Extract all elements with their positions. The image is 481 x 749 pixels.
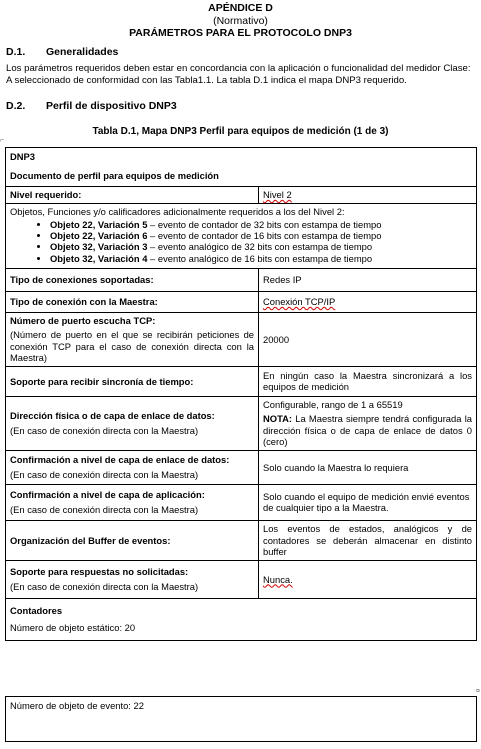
address-nota bbox=[263, 413, 472, 448]
object-desc: – evento de contador de 32 bits con estampa de tiempo bbox=[147, 219, 382, 230]
table-row bbox=[6, 203, 477, 268]
section-d1-title: Generalidades bbox=[46, 46, 119, 58]
app-confirm-value: Solo cuando el equipo de medición envié eventos de cualquier tipo a la Maestra. bbox=[259, 484, 477, 520]
table-row bbox=[6, 560, 477, 598]
app-confirm-note: (En caso de conexión directa con la Maestra) bbox=[10, 503, 199, 515]
table-row bbox=[6, 598, 477, 640]
tcp-port-note: (Número de puerto en el que se recibirán peticiones de conexión TCP para el caso de conexión directa con la Maestra) bbox=[10, 329, 254, 364]
section-d2-heading bbox=[6, 100, 177, 112]
table-row bbox=[6, 520, 477, 560]
address-cell bbox=[6, 396, 259, 450]
row-end-mark-icon: ¤ bbox=[476, 688, 480, 695]
master-conn-value bbox=[259, 291, 477, 312]
section-d1-heading bbox=[6, 46, 118, 58]
section-d2-number: D.2. bbox=[6, 100, 26, 112]
unsolicited-value bbox=[259, 560, 477, 598]
object-name: Objeto 22, Variación 5 bbox=[50, 219, 148, 230]
level-value-text: Nivel 2 bbox=[263, 189, 292, 200]
time-sync-value: En ningún caso la Maestra sincronizará a los equipos de medición bbox=[259, 366, 477, 396]
app-confirm-label: Confirmación a nivel de capa de aplicación: bbox=[10, 489, 205, 501]
appendix-title: APÉNDICE D bbox=[208, 2, 273, 14]
object-name: Objeto 32, Variación 3 bbox=[50, 241, 148, 253]
unsolicited-note: (En caso de conexión directa con la Maestra) bbox=[10, 580, 199, 592]
object-name: Objeto 32, Variación 4 bbox=[50, 252, 148, 264]
unsolicited-value-text: Nunca. bbox=[263, 573, 293, 585]
address-note: (En caso de conexión directa con la Maestra) bbox=[10, 424, 199, 436]
table-row bbox=[6, 366, 477, 396]
section-d1-paragraph: Los parámetros requeridos deben estar en concordancia con la aplicación o funcionalidad del medidor Clase: A seleccionado de conformidad con las Tabla1.1. La tabla D.1 indica el mapa DNP3 requerido. bbox=[6, 63, 471, 86]
static-object-number: Número de objeto estático: 20 bbox=[10, 622, 136, 634]
counters-label: Contadores bbox=[10, 604, 63, 616]
table-row bbox=[6, 312, 477, 366]
conn-types-value: Redes IP bbox=[259, 268, 477, 291]
link-confirm-note: (En caso de conexión directa con la Maestra) bbox=[10, 468, 199, 480]
app-confirm-cell bbox=[6, 484, 259, 520]
address-value: Configurable, rango de 1 a 65519 bbox=[263, 398, 403, 410]
list-item bbox=[50, 219, 472, 230]
counters-cell bbox=[6, 598, 477, 640]
address-value-cell bbox=[259, 396, 477, 450]
time-sync-label: Soporte para recibir sincronía de tiempo: bbox=[6, 366, 259, 396]
tcp-port-cell bbox=[6, 312, 259, 366]
table-row bbox=[6, 268, 477, 291]
table-row bbox=[6, 396, 477, 450]
section-d2-title: Perfil de dispositivo DNP3 bbox=[46, 100, 177, 112]
table-anchor-icon: ⌐ bbox=[0, 137, 5, 144]
normative-label: (Normativo) bbox=[213, 15, 268, 27]
table-row bbox=[6, 450, 477, 484]
profile-document-cell: Documento de perfil para equipos de medición bbox=[6, 166, 477, 187]
objects-list bbox=[10, 219, 472, 264]
unsolicited-label: Soporte para respuestas no solicitadas: bbox=[10, 566, 189, 578]
object-desc: – evento de contador de 16 bits con estampa de tiempo bbox=[147, 230, 382, 242]
table-row bbox=[6, 484, 477, 520]
object-desc: – evento analógico de 16 bits con estampa de tiempo bbox=[147, 252, 373, 264]
link-confirm-cell bbox=[6, 450, 259, 484]
list-item bbox=[50, 230, 472, 241]
table-row bbox=[6, 291, 477, 312]
master-conn-value-text: Conexión TCP/IP bbox=[263, 296, 336, 308]
table-caption: Tabla D.1, Mapa DNP3 Perfil para equipos de medición (1 de 3) bbox=[92, 126, 389, 137]
link-confirm-label: Confirmación a nivel de capa de enlace de datos: bbox=[10, 454, 230, 466]
objects-cell bbox=[6, 203, 477, 268]
tcp-port-value: 20000 bbox=[259, 312, 477, 366]
objects-intro: Objetos, Funciones y/o calificadores adicionalmente requeridos a los del Nivel 2: bbox=[10, 205, 345, 217]
link-confirm-value: Solo cuando la Maestra lo requiera bbox=[259, 450, 477, 484]
list-item bbox=[50, 241, 472, 252]
list-item bbox=[50, 253, 472, 264]
object-desc: – evento analógico de 32 bits con estampa de tiempo bbox=[147, 241, 373, 253]
event-object-number: Número de objeto de evento: 22 bbox=[6, 697, 477, 742]
object-name: Objeto 22, Variación 6 bbox=[50, 230, 148, 242]
level-label: Nivel requerido: bbox=[6, 187, 259, 204]
unsolicited-cell bbox=[6, 560, 259, 598]
nota-text: La Maestra siempre tendrá configurada la dirección física o de capa de enlace de datos 0 (cero) bbox=[263, 413, 472, 448]
buffer-label: Organización del Buffer de eventos: bbox=[6, 520, 259, 560]
table-row bbox=[6, 187, 477, 204]
address-label: Dirección física o de capa de enlace de datos: bbox=[10, 410, 215, 422]
dnp3-heading-cell: DNP3 bbox=[6, 148, 477, 167]
master-conn-label: Tipo de conexión con la Maestra: bbox=[6, 291, 259, 312]
conn-types-label: Tipo de conexiones soportadas: bbox=[6, 268, 259, 291]
document-title: PARÁMETROS PARA EL PROTOCOLO DNP3 bbox=[129, 27, 352, 39]
dnp3-profile-table bbox=[5, 147, 477, 641]
section-d1-number: D.1. bbox=[6, 46, 26, 58]
level-value bbox=[259, 187, 477, 204]
nota-label: NOTA: bbox=[263, 413, 292, 425]
dnp3-table-continuation bbox=[5, 696, 477, 742]
buffer-value: Los eventos de estados, analógicos y de contadores se deberán almacenar en distinto buffer bbox=[259, 520, 477, 560]
tcp-port-label: Número de puerto escucha TCP: bbox=[10, 314, 156, 326]
